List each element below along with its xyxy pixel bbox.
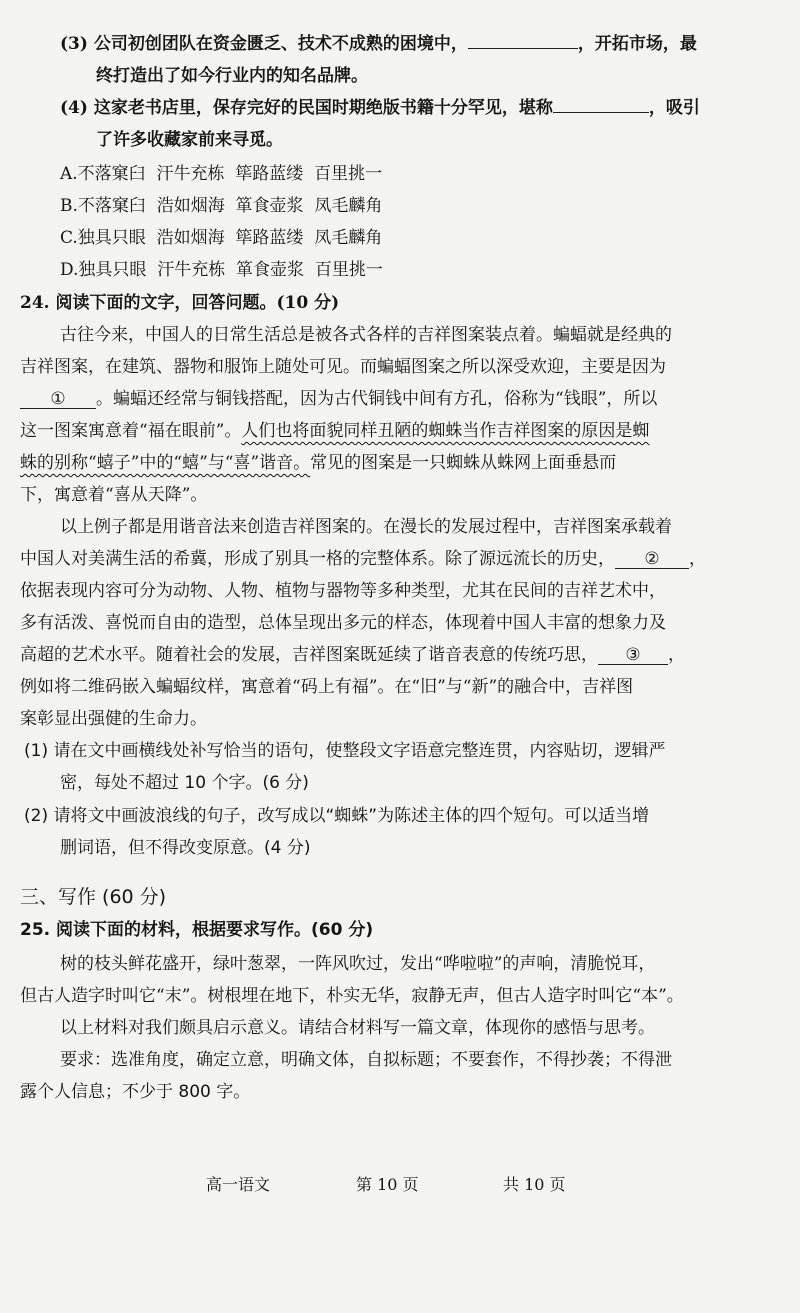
q24-p1-line2: 吉祥图案，在建筑、器物和服饰上随处可见。而蝙蝠图案之所以深受欢迎，主要是因为 [20, 357, 666, 377]
q23-item3-line2: 终打造出了如今行业内的知名品牌。 [96, 66, 368, 86]
q24-p2-line2: 中国人对美满生活的希冀，形成了别具一格的完整体系。除了源远流长的历史， ② ， [20, 549, 706, 569]
requirement-line1: 要求：选准角度，确定立意，明确文体，自拟标题；不要套作，不得抄袭；不得泄 [60, 1050, 672, 1070]
q24-p1-line3-text: 。蝙蝠还经常与铜钱搭配，因为古代铜钱中间有方孔，俗称为“钱眼”，所以 [96, 389, 658, 409]
q24-p2-line2-text: 中国人对美满生活的希冀，形成了别具一格的完整体系。除了源远流长的历史， [20, 549, 615, 569]
q24-p2-line3: 依据表现内容可分为动物、人物、植物与器物等多种类型，尤其在民间的吉祥艺术中， [20, 581, 666, 601]
footer-total-pages: 共 10 页 [503, 1175, 566, 1194]
footer-subject: 高一语文 [206, 1175, 271, 1194]
q24-p1-line6: 下，寓意着“喜从天降”。 [20, 485, 208, 505]
q23-item4-text-b: ，吸引 [648, 98, 700, 118]
q23-item4-line2: 了许多收藏家前来寻觅。 [96, 130, 283, 150]
q23-item3-text-a: (3) 公司初创团队在资金匮乏、技术不成熟的困境中， [60, 34, 468, 54]
q25-title: 25. 阅读下面的材料，根据要求写作。(60 分) [20, 920, 374, 940]
requirement-line2: 露个人信息；不少于 800 字。 [20, 1082, 251, 1102]
q23-item4-line1 [60, 100, 700, 117]
q24-p1-line4-text: 这一图案寓意着“福在眼前”。 [20, 421, 242, 441]
q24-p1-line5-text: 常见的图案是一只蜘蛛从蛛网上面垂悬而 [310, 453, 617, 473]
blank-1: ① [20, 391, 96, 409]
answer-blank [468, 48, 578, 49]
material-line3: 以上材料对我们颇具启示意义。请结合材料写一篇文章，体现你的感悟与思考。 [60, 1018, 655, 1038]
footer-page-number: 第 10 页 [356, 1175, 419, 1194]
q24-p2-line5-text: 高超的艺术水平。随着社会的发展，吉祥图案既延续了谐音表意的传统巧思， [20, 645, 598, 665]
option-c: C.独具只眼 浩如烟海 筚路蓝缕 凤毛麟角 [60, 228, 383, 248]
q24-p2-line4: 多有活泼、喜悦而自由的造型，总体呈现出多元的样态，体现着中国人丰富的想象力及 [20, 613, 666, 633]
q24-p1-line1: 古往今来，中国人的日常生活总是被各式各样的吉祥图案装点着。蝙蝠就是经典的 [60, 325, 672, 345]
q24-p2-line5: 高超的艺术水平。随着社会的发展，吉祥图案既延续了谐音表意的传统巧思， ③ ， [20, 645, 685, 665]
q24-p1-line5 [20, 455, 616, 472]
option-a: A.不落窠臼 汗牛充栋 筚路蓝缕 百里挑一 [60, 164, 383, 184]
q24-p1-line3 [20, 391, 657, 409]
material-line2: 但古人造字时叫它“末”。树根埋在地下，朴实无华，寂静无声，但古人造字时叫它“本”。 [20, 986, 684, 1006]
q23-item4-text-a: (4) 这家老书店里，保存完好的民国时期绝版书籍十分罕见，堪称 [60, 98, 553, 118]
q23-item3-line1 [60, 36, 697, 53]
q24-p2-line7: 案彰显出强健的生命力。 [20, 709, 207, 729]
section3-heading: 三、写作 (60 分) [20, 886, 167, 908]
q24-sub2-line1: (2) 请将文中画波浪线的句子，改写成以“蜘蛛”为陈述主体的四个短句。可以适当增 [24, 806, 650, 826]
q23-item3-text-b: ，开拓市场，最 [577, 34, 697, 54]
q24-sub2-line2: 删词语，但不得改变原意。(4 分) [60, 838, 311, 858]
answer-blank [553, 112, 649, 113]
q24-sub1-line2: 密，每处不超过 10 个字。(6 分) [60, 773, 309, 793]
wavy-sentence-part2: 蛛的别称“蟢子”中的“蟢”与“喜”谐音。 [20, 453, 311, 473]
q24-p1-line4 [20, 423, 649, 440]
wavy-sentence-part1: 人们也将面貌同样丑陋的蜘蛛当作吉祥图案的原因是蜘 [241, 421, 650, 441]
q24-title: 24. 阅读下面的文字，回答问题。(10 分) [20, 293, 340, 313]
q24-p2-line1: 以上例子都是用谐音法来创造吉祥图案的。在漫长的发展过程中，吉祥图案承载着 [60, 517, 672, 537]
material-line1: 树的枝头鲜花盛开，绿叶葱翠，一阵风吹过，发出“哗啦啦”的声响，清脆悦耳， [60, 954, 656, 974]
option-b: B.不落窠臼 浩如烟海 箪食壶浆 凤毛麟角 [60, 196, 383, 216]
option-d: D.独具只眼 汗牛充栋 箪食壶浆 百里挑一 [60, 260, 383, 280]
blank-2: ② [615, 551, 689, 569]
q24-sub1-line1: (1) 请在文中画横线处补写恰当的语句，使整段文字语意完整连贯，内容贴切，逻辑严 [24, 741, 666, 761]
blank-3: ③ [598, 647, 668, 665]
q24-p2-line6: 例如将二维码嵌入蝙蝠纹样，寓意着“码上有福”。在“旧”与“新”的融合中，吉祥图 [20, 677, 634, 697]
